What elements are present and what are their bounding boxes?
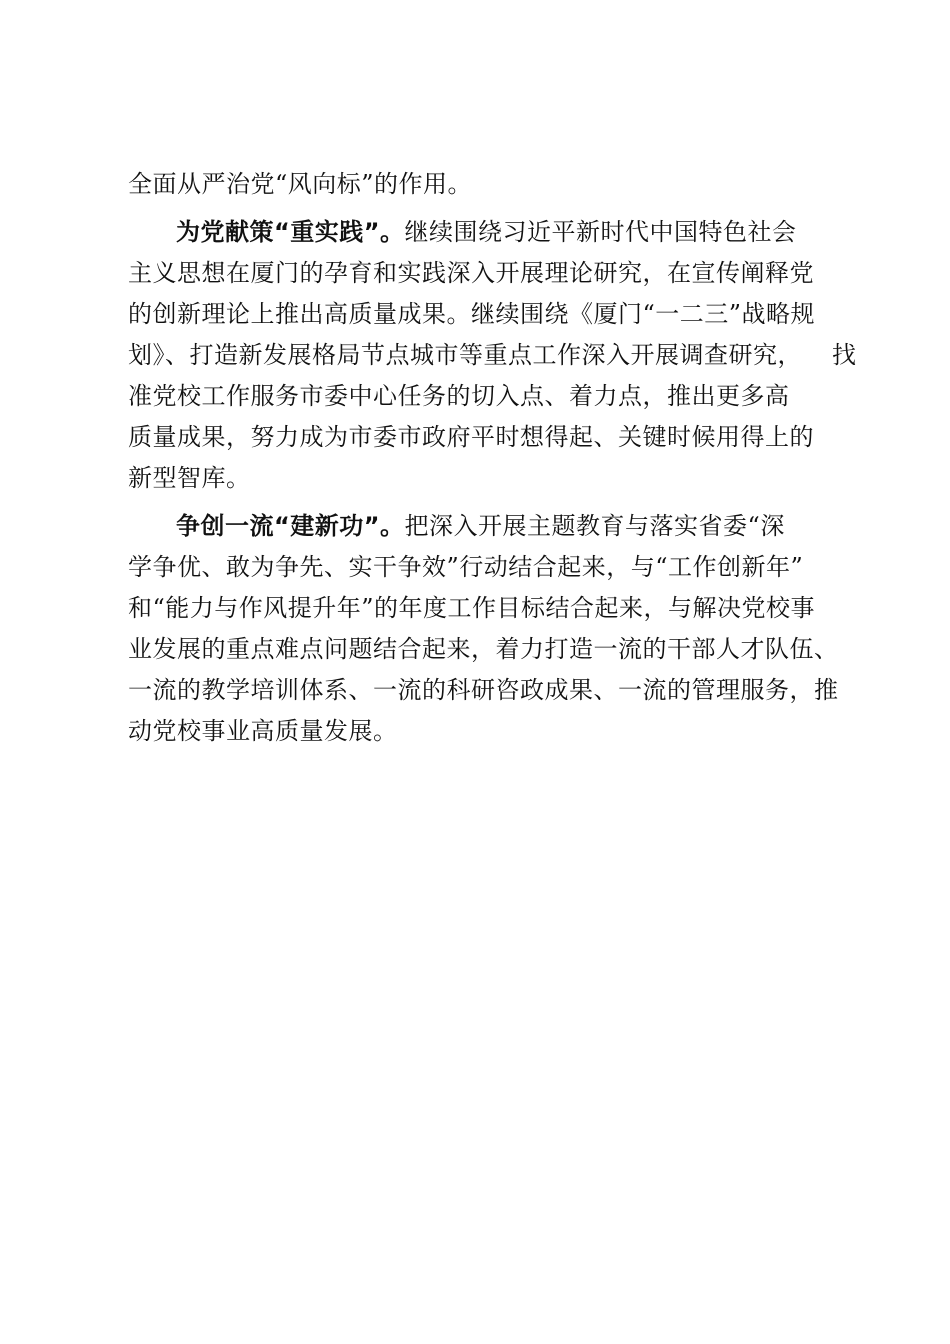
paragraph-2-line-7	[128, 458, 840, 499]
paragraph-2-line-1	[128, 212, 840, 253]
section-heading-practice: 为党献策“重实践”。	[176, 218, 405, 246]
paragraph-text: 找	[832, 341, 857, 369]
paragraph-text: 主义思想在厦门的孕育和实践深入开展理论研究，在宣传阐释党	[128, 259, 814, 287]
paragraph-text: 新型智库。	[128, 464, 251, 492]
paragraph-text: 的创新理论上推出高质量成果。继续围绕《厦门“一二三”战略规	[128, 300, 816, 328]
paragraph-text: 业发展的重点难点问题结合起来，着力打造一流的干部人才队伍、	[128, 635, 839, 663]
paragraph-text: 质量成果，努力成为市委市政府平时想得起、关键时候用得上的	[128, 423, 814, 451]
paragraph-2-line-6	[128, 417, 840, 458]
paragraph-2-line-3	[128, 294, 840, 335]
paragraph-text: 一流的教学培训体系、一流的科研咨政成果、一流的管理服务，推	[128, 676, 839, 704]
paragraph-3-line-3	[128, 588, 840, 629]
paragraph-text: 学争优、敢为争先、实干争效”行动结合起来，与“工作创新年”	[128, 553, 804, 581]
paragraph-2-line-2	[128, 253, 840, 294]
document-body	[128, 164, 857, 752]
paragraph-text: 继续围绕习近平新时代中国特色社会	[404, 218, 797, 246]
paragraph-3-line-1	[128, 506, 840, 547]
section-heading-first-class: 争创一流“建新功”。	[176, 512, 405, 540]
paragraph-text: 动党校事业高质量发展。	[128, 717, 398, 745]
paragraph-3-line-2	[128, 547, 840, 588]
paragraph-text: 全面从严治党“风向标”的作用。	[128, 170, 473, 198]
paragraph-1-line-1	[128, 164, 840, 205]
paragraph-text: 把深入开展主题教育与落实省委“深	[404, 512, 785, 540]
paragraph-3-line-5	[128, 670, 840, 711]
paragraph-3-line-4	[128, 629, 840, 670]
paragraph-text: 和“能力与作风提升年”的年度工作目标结合起来，与解决党校事	[128, 594, 816, 622]
paragraph-text: 划》、打造新发展格局节点城市等重点工作深入开展调查研究，	[128, 341, 802, 369]
paragraph-2-line-4	[128, 335, 857, 376]
paragraph-text: 准党校工作服务市委中心任务的切入点、着力点，推出更多高	[128, 382, 790, 410]
paragraph-3-line-6	[128, 711, 840, 752]
paragraph-2-line-5	[128, 376, 840, 417]
